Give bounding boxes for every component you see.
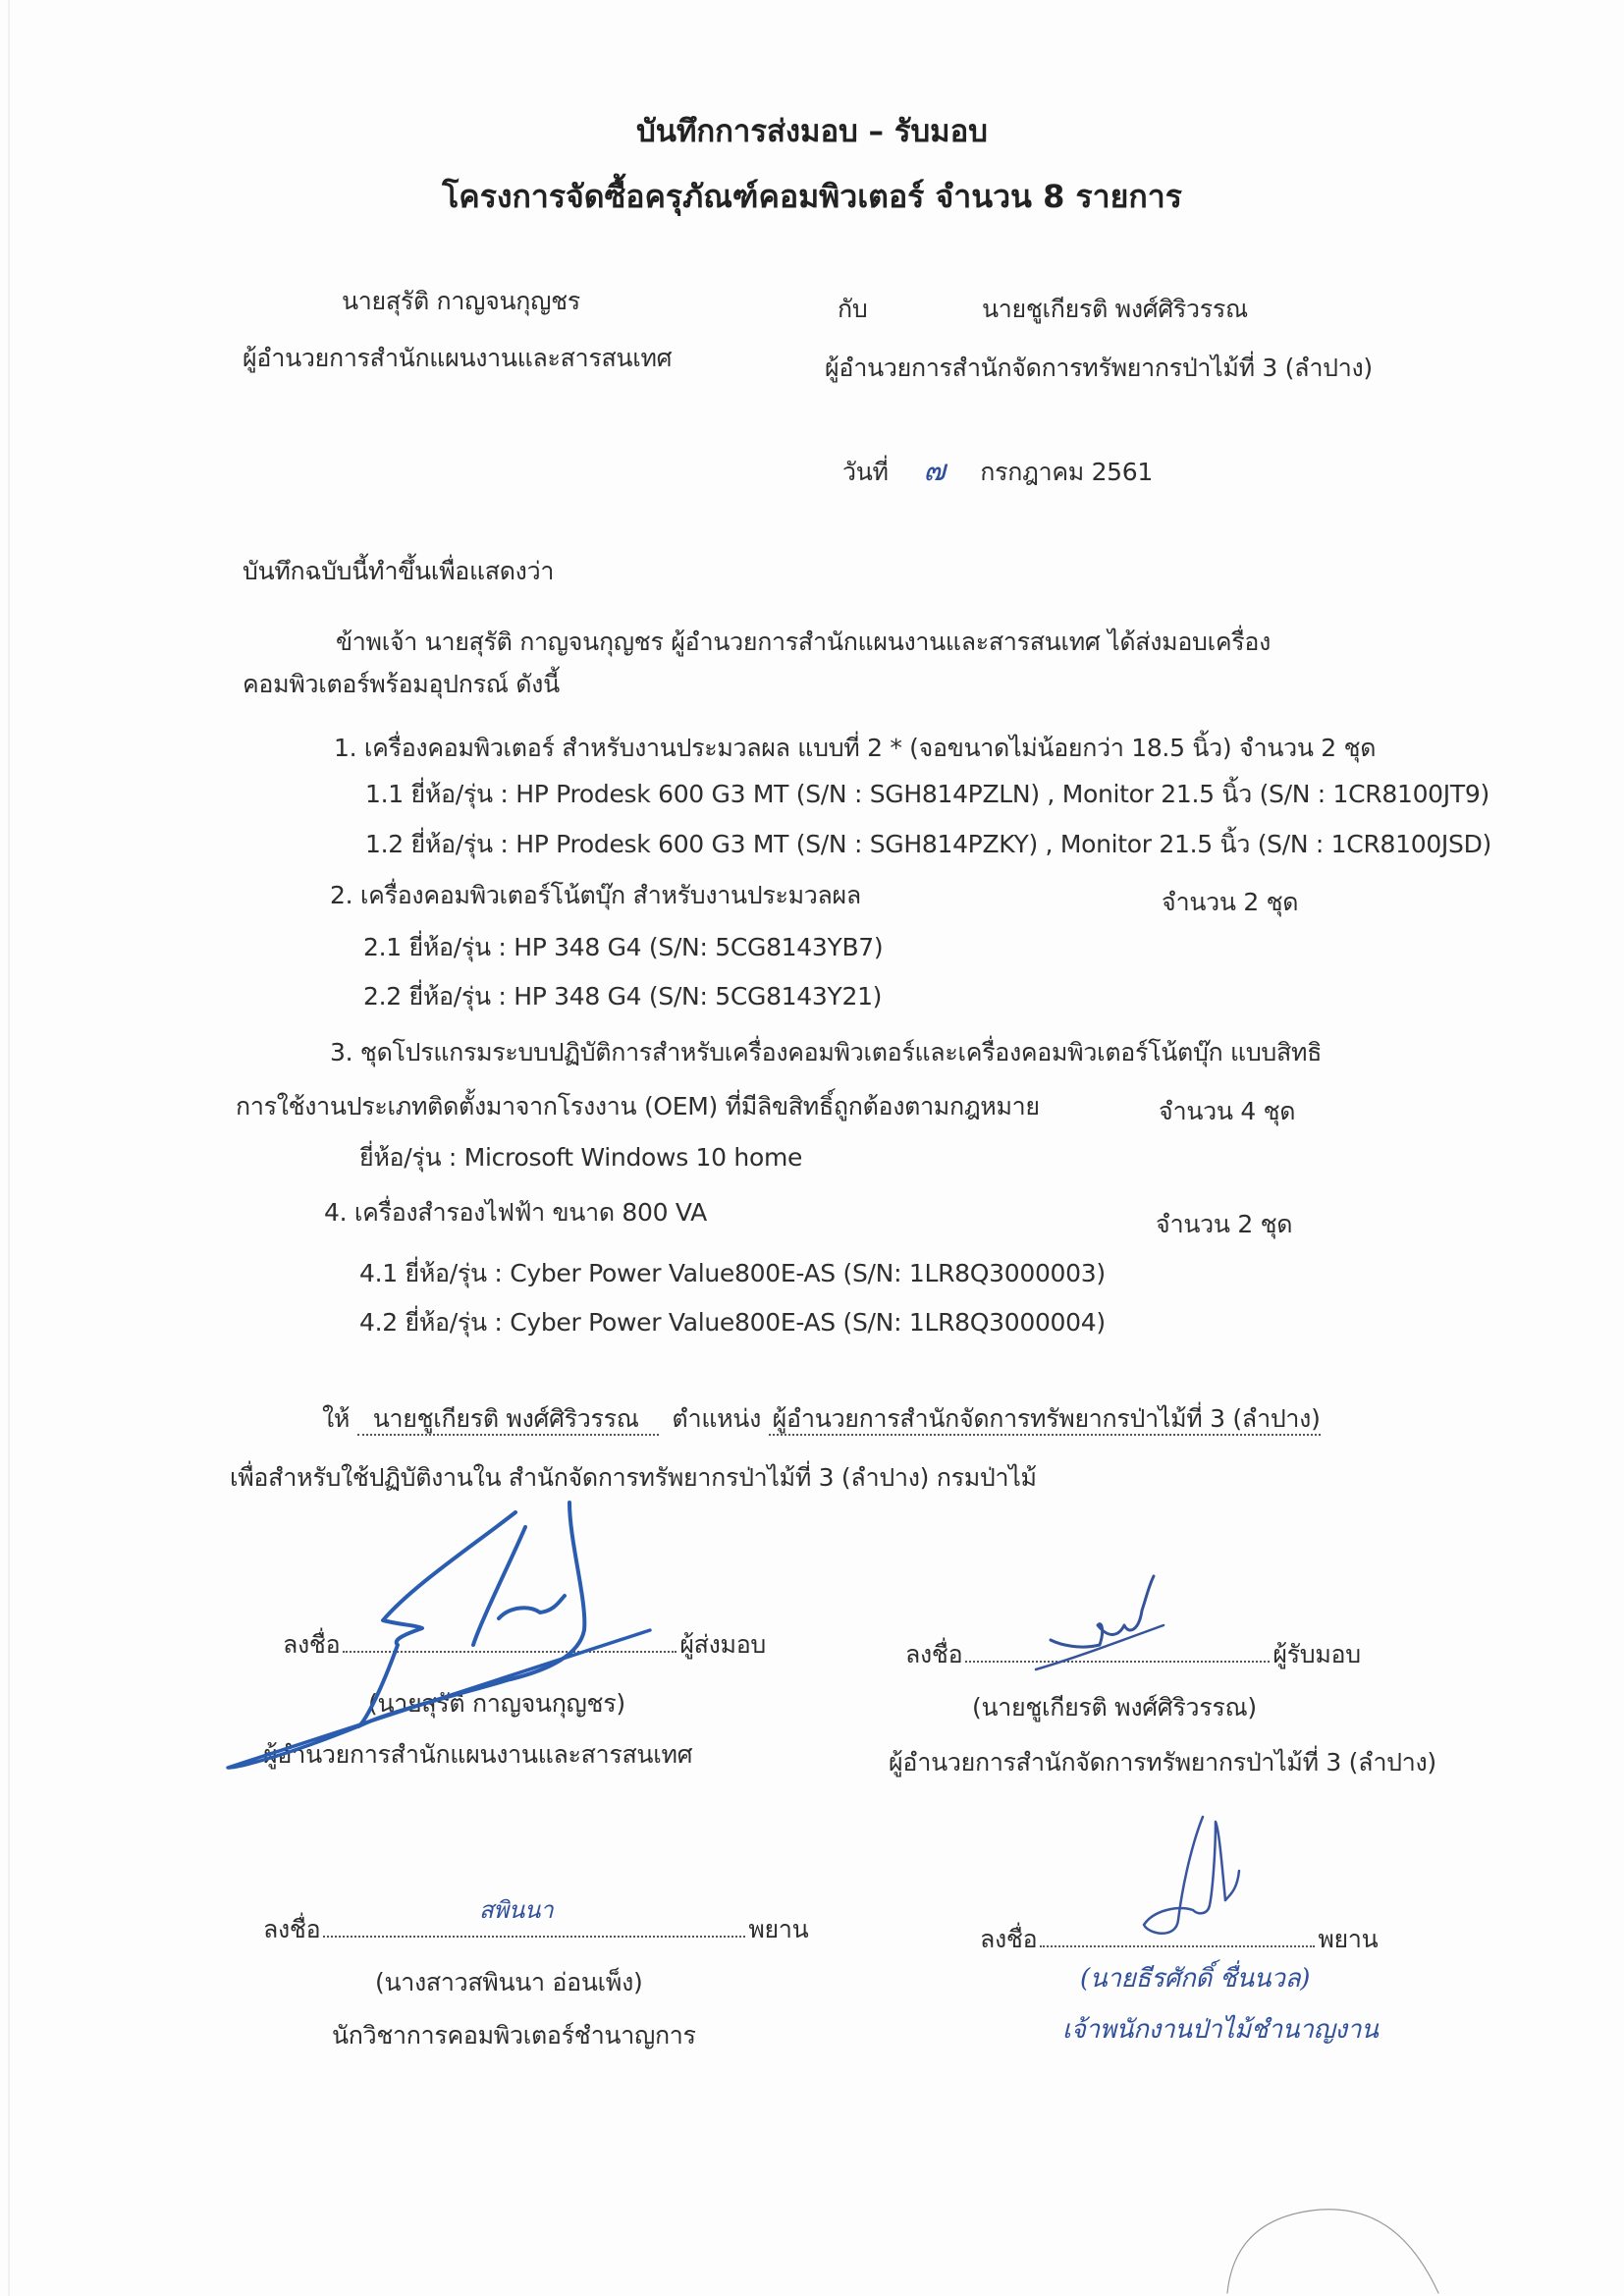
witness-1-name: (นางสาวสพินนา อ่อนเพ็ง) xyxy=(375,1968,643,1996)
scan-artifact-curve xyxy=(1222,2185,1448,2296)
giver-signature-name: (นายสุรัติ กาญจนกุญชร) xyxy=(368,1689,625,1718)
item-3-quantity: จำนวน 4 ชุด xyxy=(1159,1097,1296,1125)
with-label: กับ xyxy=(838,295,868,323)
giver-name: นายสุรัติ กาญจนกุญชร xyxy=(342,287,580,315)
sign-label: ลงชื่อ xyxy=(905,1640,963,1668)
giver-position: ผู้อำนวยการสำนักแผนงานและสารสนเทศ xyxy=(243,344,673,372)
sign-label: ลงชื่อ xyxy=(980,1925,1038,1953)
statement-line-2: คอมพิวเตอร์พร้อมอุปกรณ์ ดังนี้ xyxy=(243,670,560,698)
position-label: ตำแหน่ง xyxy=(672,1404,762,1433)
document-subtitle: โครงการจัดซื้อครุภัณฑ์คอมพิวเตอร์ จำนวน 8 รายการ xyxy=(442,178,1182,215)
receiver-signature-position: ผู้อำนวยการสำนักจัดการทรัพยากรป่าไม้ที่ 3 (ลำปาง) xyxy=(889,1748,1436,1777)
sign-label: ลงชื่อ xyxy=(283,1630,341,1659)
signature-role: พยาน xyxy=(748,1915,809,1943)
sign-label: ลงชื่อ xyxy=(263,1915,321,1943)
signature-line xyxy=(323,1936,745,1938)
signature-role: ผู้ส่งมอบ xyxy=(679,1630,766,1659)
witness-1-position: นักวิชาการคอมพิวเตอร์ชำนาญการ xyxy=(332,2021,696,2050)
document-title: บันทึกการส่งมอบ – รับมอบ xyxy=(636,114,988,149)
item-3-title: 3. ชุดโปรแกรมระบบปฏิบัติการสำหรับเครื่องคอมพิวเตอร์และเครื่องคอมพิวเตอร์โน้ตบุ๊ก แบบสิทธิ xyxy=(330,1038,1323,1066)
item-4-quantity: จำนวน 2 ชุด xyxy=(1156,1210,1293,1238)
signature-role: ผู้รับมอบ xyxy=(1272,1640,1361,1668)
item-1-2: 1.2 ยี่ห้อ/รุ่น : HP Prodesk 600 G3 MT (S/N : SGH814PZKY) , Monitor 21.5 นิ้ว (S/N : 1CR8100JSD) xyxy=(365,830,1491,858)
giver-signature-scribble xyxy=(216,1503,825,1797)
item-4-title: 4. เครื่องสำรองไฟฟ้า ขนาด 800 VA xyxy=(324,1198,707,1227)
date-line xyxy=(842,455,1153,489)
assignment-position: ผู้อำนวยการสำนักจัดการทรัพยากรป่าไม้ที่ 3 (ลำปาง) xyxy=(769,1404,1321,1436)
item-2-2: 2.2 ยี่ห้อ/รุ่น : HP 348 G4 (S/N: 5CG8143Y21) xyxy=(363,982,883,1011)
witness-2-name-handwritten: (นายธีรศักดิ์ ชื่นนวล) xyxy=(1080,1964,1311,1994)
date-day-handwritten: ๗ xyxy=(923,454,946,488)
item-4-1: 4.1 ยี่ห้อ/รุ่น : Cyber Power Value800E-AS (S/N: 1LR8Q3000003) xyxy=(359,1259,1106,1287)
receiver-position: ผู้อำนวยการสำนักจัดการทรัพยากรป่าไม้ที่ 3 (ลำปาง) xyxy=(825,354,1373,382)
statement-line-1: ข้าพเจ้า นายสุรัติ กาญจนกุญชร ผู้อำนวยการสำนักแผนงานและสารสนเทศ ได้ส่งมอบเครื่อง xyxy=(336,628,1272,656)
item-2-1: 2.1 ยี่ห้อ/รุ่น : HP 348 G4 (S/N: 5CG8143YB7) xyxy=(363,933,884,961)
receiver-signature-scribble xyxy=(1031,1571,1227,1689)
receiver-name: นายชูเกียรติ พงศ์ศิริวรรณ xyxy=(982,295,1248,323)
date-label: วันที่ xyxy=(842,458,889,486)
giver-signature-position: ผู้อำนวยการสำนักแผนงานและสารสนเทศ xyxy=(263,1740,693,1769)
signature-role: พยาน xyxy=(1318,1925,1379,1953)
witness-2-signature-scribble xyxy=(1100,1812,1316,1949)
item-3-title-line-2: การใช้งานประเภทติดตั้งมาจากโรงงาน (OEM) ที่มีลิขสิทธิ์ถูกต้องตามกฎหมาย xyxy=(236,1092,1040,1121)
intro-text: บันทึกฉบับนี้ทำขึ้นเพื่อแสดงว่า xyxy=(243,557,555,585)
item-1-1: 1.1 ยี่ห้อ/รุ่น : HP Prodesk 600 G3 MT (S/N : SGH814PZLN) , Monitor 21.5 นิ้ว (S/N : 1CR8100JT9) xyxy=(365,780,1489,808)
witness-2-position-handwritten: เจ้าพนักงานป่าไม้ชำนาญงาน xyxy=(1062,2015,1379,2045)
witness-1-handwritten-signature: สพินนา xyxy=(479,1896,554,1924)
receiver-signature-name: (นายชูเกียรติ พงศ์ศิริวรรณ) xyxy=(972,1693,1257,1722)
item-1-title: 1. เครื่องคอมพิวเตอร์ สำหรับงานประมวลผล แบบที่ 2 * (จอขนาดไม่น้อยกว่า 18.5 นิ้ว) จำนวน 2 ชุด xyxy=(334,734,1377,762)
assignment-line xyxy=(322,1402,1321,1436)
assignment-purpose: เพื่อสำหรับใช้ปฏิบัติงานใน สำนักจัดการทรัพยากรป่าไม้ที่ 3 (ลำปาง) กรมป่าไม้ xyxy=(230,1463,1037,1492)
date-month-year: กรกฎาคม 2561 xyxy=(980,458,1153,486)
item-2-title: 2. เครื่องคอมพิวเตอร์โน้ตบุ๊ก สำหรับงานประมวลผล xyxy=(330,881,861,909)
item-4-2: 4.2 ยี่ห้อ/รุ่น : Cyber Power Value800E-AS (S/N: 1LR8Q3000004) xyxy=(359,1308,1106,1337)
item-2-quantity: จำนวน 2 ชุด xyxy=(1162,888,1299,916)
give-to-label: ให้ xyxy=(322,1404,351,1433)
assignment-recipient: นายชูเกียรติ พงศ์ศิริวรรณ xyxy=(357,1404,659,1436)
item-3-brand: ยี่ห้อ/รุ่น : Microsoft Windows 10 home xyxy=(359,1143,803,1172)
scan-edge-line xyxy=(8,0,10,2296)
